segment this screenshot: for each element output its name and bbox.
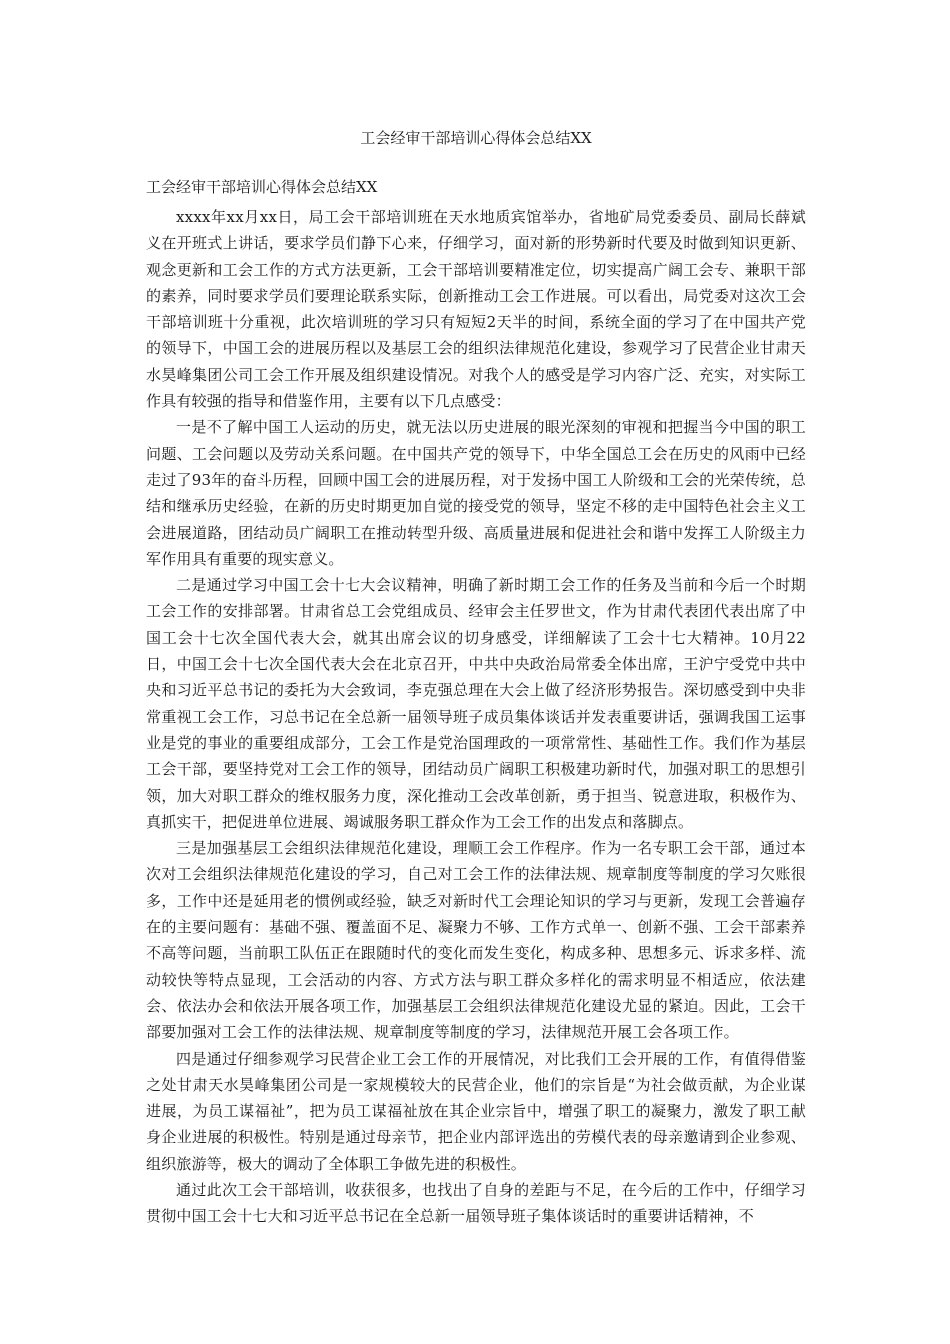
document-title: 工会经审干部培训心得体会总结XX: [360, 129, 592, 147]
paragraph-conclusion: 通过此次工会干部培训，收获很多，也找出了自身的差距与不足，在今后的工作中，仔细学习贯彻中国工会十七大和习近平总书记在全总新一届领导班子集体谈话时的重要讲话精神，不: [146, 1180, 806, 1226]
paragraph-point-two: 二是通过学习中国工会十七大会议精神，明确了新时期工会工作的任务及当前和今后一个时期工会工作的安排部署。甘肃省总工会党组成员、经审会主任罗世文，作为甘肃代表团代表出席了中国工会十七次全国代表大会，就其出席会议的切身感受，详细解读了工会十七大精神。10月22日，中国工会十七次全国代表大会在北京召开，中共中央政治局常委全体出席，王沪宁受党中共中央和习近平总书记的委托为大会致词，李克强总理在大会上做了经济形势报告。深切感受到中央非常重视工会工作，习总书记在全总新一届领导班子成员集体谈话并发表重要讲话，强调我国工运事业是党的事业的重要组成部分，工会工作是党治国理政的一项常常性、基础性工作。我们作为基层工会干部，要坚持党对工会工作的领导，团结动员广阔职工积极建功新时代，加强对职工的思想引领，加大对职工群众的维权服务力度，深化推动工会改革创新，勇于担当、锐意进取，积极作为、真抓实干，把促进单位进展、竭诚服务职工群众作为工会工作的出发点和落脚点。: [146, 576, 806, 831]
paragraph-intro: xxxx年xx月xx日，局工会干部培训班在天水地质宾馆举办，省地矿局党委委员、副局长薛斌义在开班式上讲话，要求学员们静下心来，仔细学习，面对新的形势新时代要及时做到知识更新、观念更新和工会工作的方式方法更新，工会干部培训要精准定位，切实提高广阔工会专、兼职干部的素养，同时要求学员们要理论联系实际，创新推动工会工作进展。可以看出，局党委对这次工会干部培训班十分重视，此次培训班的学习只有短短2天半的时间，系统全面的学习了在中国共产党的领导下，中国工会的进展历程以及基层工会的组织法律规范化建设，参观学习了民营企业甘肃天水昊峰集团公司工会工作开展及组织建设情况。对我个人的感受是学习内容广泛、充实，对实际工作具有较强的指导和借鉴作用，主要有以下几点感受：: [146, 208, 806, 411]
paragraph-point-four: 四是通过仔细参观学习民营企业工会工作的开展情况，对比我们工会开展的工作，有值得借鉴之处甘肃天水昊峰集团公司是一家规模较大的民营企业，他们的宗旨是“为社会做贡献，为企业谋进展，为员工谋福祉”，把为员工谋福祉放在其企业宗旨中，增强了职工的凝聚力，激发了职工献身企业进展的积极性。特别是通过母亲节，把企业内部评选出的劳模代表的母亲邀请到企业参观、组织旅游等，极大的调动了全体职工争做先进的积极性。: [146, 1049, 806, 1173]
document-subtitle: 工会经审干部培训心得体会总结XX: [146, 178, 378, 196]
document-body: [146, 204, 806, 1230]
paragraph-point-three: 三是加强基层工会组织法律规范化建设，理顺工会工作程序。作为一名专职工会干部，通过本次对工会组织法律规范化建设的学习，自己对工会工作的法律法规、规章制度等制度的学习欠账很多，工作中还是延用老的惯例或经验，缺乏对新时代工会理论知识的学习与更新，发现工会普遍存在的主要问题有：基础不强、覆盖面不足、凝聚力不够、工作方式单一、创新不强、工会干部素养不高等问题，当前职工队伍正在跟随时代的变化而发生变化，构成多种、思想多元、诉求多样、流动较快等特点显现，工会活动的内容、方式方法与职工群众多样化的需求明显不相适应，依法建会、依法办会和依法开展各项工作，加强基层工会组织法律规范化建设尤显的紧迫。因此，工会干部要加强对工会工作的法律法规、规章制度等制度的学习，法律规范开展工会各项工作。: [146, 839, 806, 1042]
paragraph-point-one: 一是不了解中国工人运动的历史，就无法以历史进展的眼光深刻的审视和把握当今中国的职工问题、工会问题以及劳动关系问题。在中国共产党的领导下，中华全国总工会在历史的风雨中已经走过了93年的奋斗历程，回顾中国工会的进展历程，对于发扬中国工人阶级和工会的光荣传统，总结和继承历史经验，在新的历史时期更加自觉的接受党的领导，坚定不移的走中国特色社会主义工会进展道路，团结动员广阔职工在推动转型升级、高质量进展和促进社会和谐中发挥工人阶级主力军作用具有重要的现实意义。: [146, 418, 806, 568]
